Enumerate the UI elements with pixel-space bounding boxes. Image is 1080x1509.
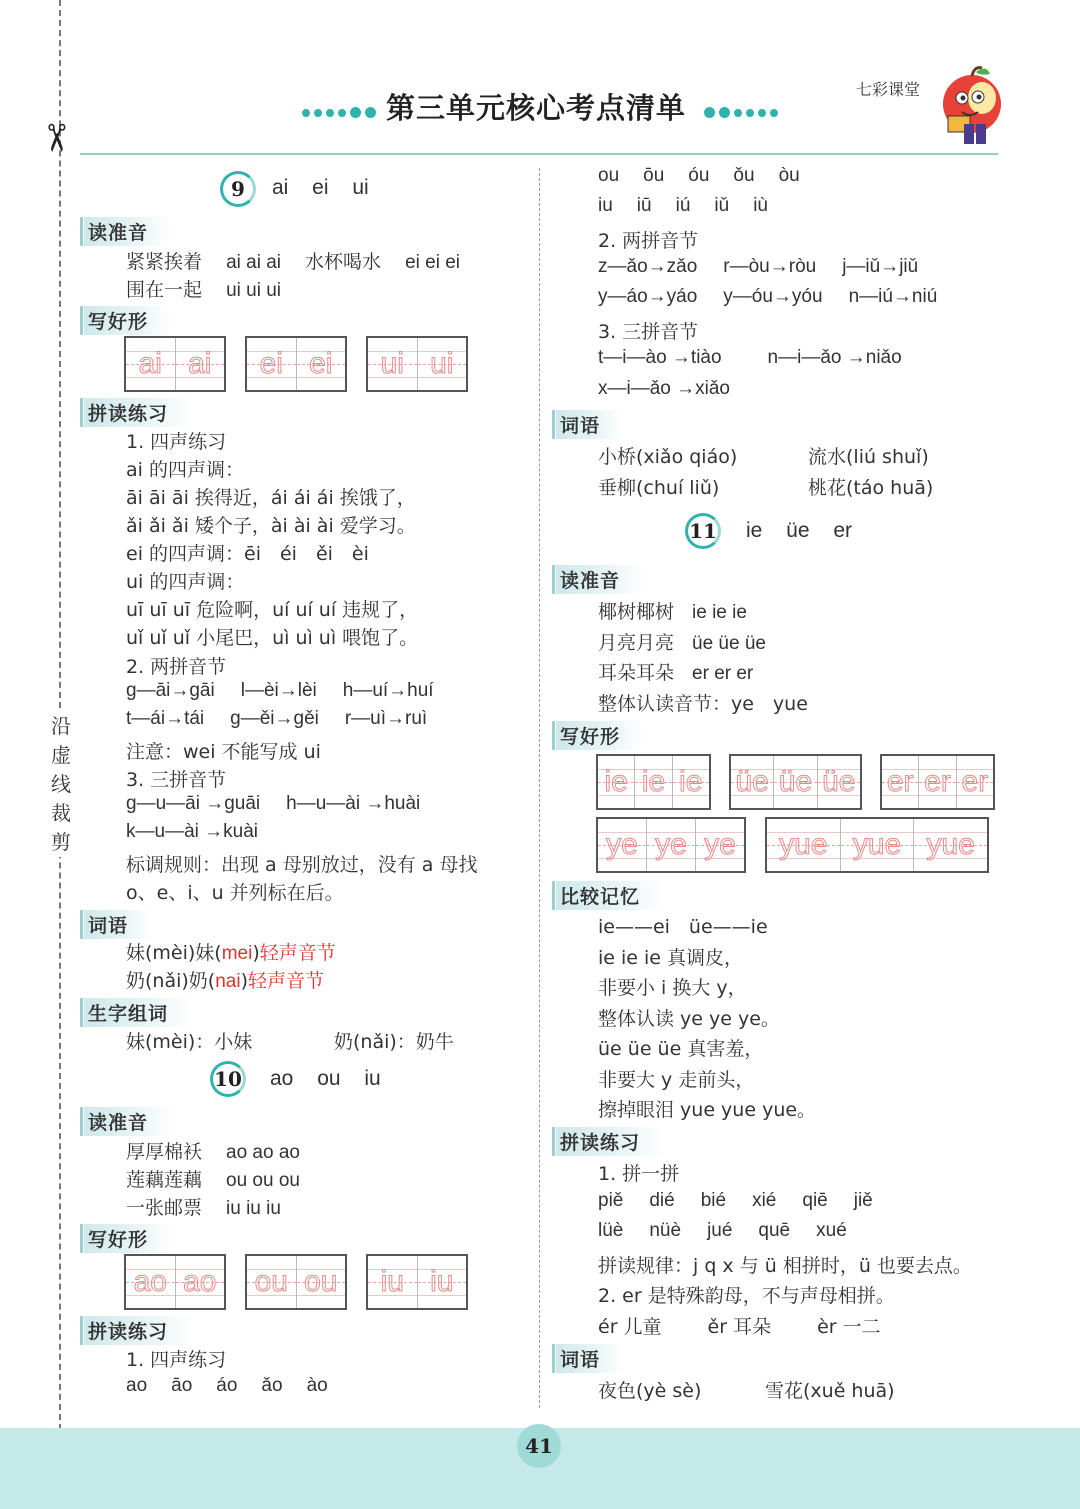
- header-rule: [80, 153, 998, 155]
- practice-item: ai 的四声调：: [126, 459, 244, 481]
- lesson-9-practice-section: 拼读练习: [84, 398, 192, 427]
- compare-line: üe üe üe 真害羞，: [598, 1038, 764, 1060]
- read-line: 厚厚棉袄 ao ao ao: [126, 1141, 300, 1163]
- lesson-9-heading: ai ei ui: [272, 176, 369, 199]
- pinyin-row: piě dié bié xié qiē jiě: [598, 1190, 873, 1211]
- lesson-9-number: 9: [220, 171, 256, 207]
- practice-item: 2. 两拼音节: [126, 656, 227, 678]
- lesson-9-write-section: 写好形: [84, 306, 172, 335]
- syllable-row: x—i—ǎo →xiǎo: [598, 378, 730, 399]
- compare-line: ie ie ie 真调皮，: [598, 947, 744, 969]
- word-item: 垂柳(chuí liǔ): [598, 477, 720, 499]
- practice-item: ǎi ǎi ǎi 矮个子，ài ài ài 爱学习。: [126, 515, 416, 537]
- writing-box: ie ie ie: [596, 754, 711, 810]
- note-text: 注意：wei 不能写成 ui: [126, 741, 321, 763]
- practice-item: 3. 三拼音节: [126, 769, 227, 791]
- syllable-row: k—u—ài →kuài: [126, 821, 258, 842]
- lesson-9-read-line-1: 紧紧挨着 ai ai ai 水杯喝水 ei ei ei: [126, 251, 461, 273]
- lesson-9-read-line-2: 围在一起 ui ui ui: [126, 279, 281, 301]
- word-item: 雪花(xuě huā): [765, 1380, 895, 1402]
- zuci-item: 妹(mèi)：小妹: [126, 1031, 253, 1053]
- page-number: 41: [517, 1424, 561, 1468]
- writing-box: ai ai: [124, 336, 226, 392]
- column-separator: [539, 168, 540, 1408]
- er-words-row: ér 儿童 ěr 耳朵 èr 一二: [598, 1316, 881, 1338]
- rule-text: 拼读规律：j q x 与 ü 相拼时，ü 也要去点。: [598, 1255, 972, 1277]
- word-item: 妹(mèi)妹(mei)轻声音节: [126, 942, 336, 964]
- syllable-row: t—ái→tái g—ěi→gěi r—uì→ruì: [126, 708, 428, 729]
- practice-item: 1. 四声练习: [126, 1349, 227, 1371]
- practice-item: uī uī uī 危险啊，uí uí uí 违规了，: [126, 599, 419, 621]
- read-line: 莲藕莲藕 ou ou ou: [126, 1169, 300, 1191]
- word-item: 奶(nǎi)奶(nai)轻声音节: [126, 970, 324, 992]
- practice-item: 1. 拼一拼: [598, 1163, 680, 1185]
- read-line: 月亮月亮 üe üe üe: [598, 632, 766, 654]
- writing-box: üe üe üe: [729, 754, 862, 810]
- read-line: 一张邮票 iu iu iu: [126, 1197, 281, 1219]
- practice-item: āi āi āi 挨得近，ái ái ái 挨饿了，: [126, 487, 416, 509]
- word-item: 小桥(xiǎo qiáo): [598, 446, 738, 468]
- lesson-11-compare-section: 比较记忆: [556, 881, 664, 910]
- word-item: 桃花(táo huā): [808, 477, 934, 499]
- practice-item: ei 的四声调：ēi éi ěi èi: [126, 543, 369, 565]
- writing-box: er er er: [880, 754, 995, 810]
- compare-line: ie——ei üe——ie: [598, 916, 768, 938]
- page-title: 第三单元核心考点清单: [386, 91, 687, 125]
- lesson-11-read-section: 读准音: [556, 565, 644, 594]
- writing-box: yue yue yue: [765, 817, 989, 873]
- lesson-9-read-section: 读准音: [84, 217, 172, 246]
- tone-row: ou ōu óu ǒu òu: [598, 165, 800, 186]
- rule-text: o、e、i、u 并列标在后。: [126, 882, 344, 904]
- practice-item: ui 的四声调：: [126, 571, 245, 593]
- lesson-9-words-section: 词语: [84, 910, 152, 939]
- word-item: 夜色(yè sè): [598, 1380, 702, 1402]
- lesson-10-write-section: 写好形: [84, 1224, 172, 1253]
- word-item: 流水(liú shuǐ): [808, 446, 929, 468]
- pinyin-row: lüè nüè jué quē xué: [598, 1220, 847, 1241]
- lesson-10-practice-section: 拼读练习: [84, 1316, 192, 1345]
- rule-text: 标调规则：出现 a 母别放过，没有 a 母找: [126, 854, 478, 876]
- writing-box: ui ui: [366, 336, 468, 392]
- read-line: 耳朵耳朵 er er er: [598, 662, 754, 684]
- read-line: 椰树椰树 ie ie ie: [598, 601, 747, 623]
- compare-line: 非要小 i 换大 y，: [598, 977, 747, 999]
- lesson-10-number: 10: [210, 1061, 246, 1097]
- tone-row: ao āo áo ǎo ào: [126, 1375, 328, 1396]
- practice-item: 2. 两拼音节: [598, 230, 699, 252]
- syllable-row: z—ǎo→zǎo r—òu→ròu j—iǔ→jiǔ: [598, 256, 919, 277]
- lesson-11-words-section: 词语: [556, 1344, 624, 1373]
- writing-box: ou ou: [245, 1254, 347, 1310]
- syllable-row: t—i—ào →tiào n—i—ǎo →niǎo: [598, 347, 902, 368]
- compare-line: 非要大 y 走前头，: [598, 1069, 755, 1091]
- practice-item: 3. 三拼音节: [598, 321, 699, 343]
- scissors-icon: ✂: [33, 122, 78, 154]
- zhengti-line: 整体认读音节：ye yue: [598, 693, 808, 715]
- lesson-9-zuci-section: 生字组词: [84, 998, 192, 1027]
- apple-mascot-icon: [928, 64, 1004, 148]
- title-dots-right: [704, 102, 782, 114]
- lesson-11-write-section: 写好形: [556, 721, 644, 750]
- writing-box: ye ye ye: [596, 817, 746, 873]
- lesson-11-number: 11: [685, 513, 721, 549]
- syllable-row: y—áo→yáo y—óu→yóu n—iú→niú: [598, 286, 938, 307]
- practice-item: uǐ uǐ uǐ 小尾巴，uì uì uì 喂饱了。: [126, 627, 419, 649]
- writing-box: ei ei: [245, 336, 347, 392]
- cut-label: 沿 虚 线 裁 剪: [50, 712, 72, 857]
- tone-row: iu iū iú iǔ iù: [598, 195, 768, 216]
- lesson-10-words-section: 词语: [556, 410, 624, 439]
- brand-label: 七彩课堂: [856, 80, 921, 99]
- lesson-11-practice-section: 拼读练习: [556, 1127, 664, 1156]
- practice-item: 1. 四声练习: [126, 431, 227, 453]
- lesson-10-read-section: 读准音: [84, 1107, 172, 1136]
- practice-item: 2. er 是特殊韵母，不与声母相拼。: [598, 1285, 895, 1307]
- writing-box: ao ao: [124, 1254, 226, 1310]
- writing-box: iu iu: [366, 1254, 468, 1310]
- compare-line: 擦掉眼泪 yue yue yue。: [598, 1099, 817, 1121]
- lesson-11-heading: ie üe er: [746, 519, 853, 542]
- zuci-item: 奶(nǎi)：奶牛: [334, 1031, 454, 1053]
- syllable-row: g—āi→gāi l—èi→lèi h—uí→huí: [126, 680, 434, 701]
- compare-line: 整体认读 ye ye ye。: [598, 1008, 780, 1030]
- lesson-10-heading: ao ou iu: [270, 1067, 381, 1090]
- title-dots-left: [302, 102, 380, 114]
- syllable-row: g—u—āi →guāi h—u—ài →huài: [126, 793, 421, 814]
